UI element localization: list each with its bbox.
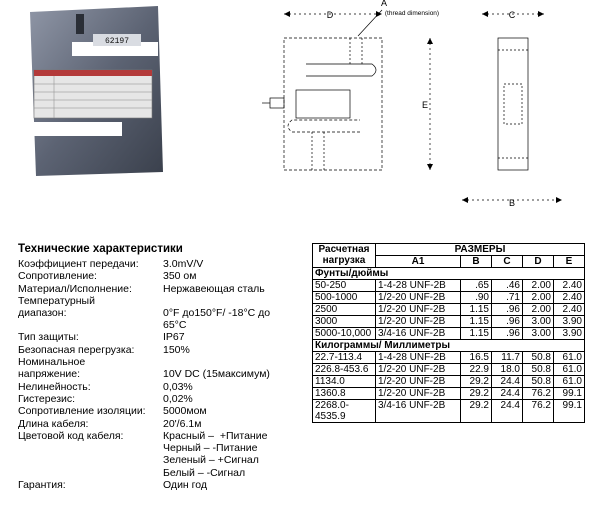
spec-label: Материал/Исполнение: <box>18 282 132 295</box>
cell-d: 50.8 <box>523 376 554 388</box>
spec-row-cable-length <box>18 418 308 430</box>
dim-label-a-note: (thread dimension) <box>384 10 440 17</box>
imperial-rows <box>313 280 585 340</box>
spec-value: Один год <box>163 479 207 492</box>
spec-label: Тип защиты: <box>18 331 79 344</box>
table-row <box>313 316 585 328</box>
header-c: C <box>492 256 523 268</box>
spec-row-hysteresis <box>18 393 308 405</box>
section-row-metric <box>313 340 585 352</box>
cell-load: 3000 <box>313 316 376 328</box>
section-imperial: Фунты/дюймы <box>313 268 585 280</box>
cell-b: .65 <box>461 280 492 292</box>
cell-e: 99.1 <box>554 388 585 400</box>
cell-a1: 3/4-16 UNF-2B <box>376 328 461 340</box>
table-header-row <box>313 244 585 256</box>
spec-value: 5000мом <box>163 405 207 418</box>
cell-d: 2.00 <box>523 292 554 304</box>
cell-c: 24.4 <box>492 400 523 423</box>
table-row <box>313 364 585 376</box>
cell-b: 1.15 <box>461 304 492 316</box>
cell-load: 226.8-453.6 <box>313 364 376 376</box>
spec-label: Гарантия: <box>18 479 66 492</box>
cell-a1: 1/2-20 UNF-2B <box>376 316 461 328</box>
table-row <box>313 376 585 388</box>
spec-row-voltage <box>18 356 308 381</box>
cell-d: 3.00 <box>523 316 554 328</box>
spec-row-cable-colors <box>18 430 308 479</box>
cell-b: 29.2 <box>461 388 492 400</box>
dim-label-d: D <box>326 10 334 20</box>
spec-row-temperature <box>18 295 308 332</box>
cell-d: 50.8 <box>523 364 554 376</box>
serial-number: 62197 <box>104 37 130 46</box>
spec-label: Сопротивление: <box>18 270 97 283</box>
cell-a1: 1/2-20 UNF-2B <box>376 364 461 376</box>
dimensions-table <box>312 243 585 423</box>
cell-a1: 3/4-16 UNF-2B <box>376 400 461 423</box>
cell-d: 50.8 <box>523 352 554 364</box>
cell-d: 2.00 <box>523 280 554 292</box>
spec-value: 20'/6.1м <box>163 417 202 430</box>
spec-row-warranty <box>18 479 308 491</box>
cell-a1: 1-4-28 UNF-2B <box>376 352 461 364</box>
cell-d: 76.2 <box>523 400 554 423</box>
spec-value: 150% <box>163 343 190 356</box>
spec-label: Безопасная перегрузка: <box>18 343 135 356</box>
specs-title: Технические характеристики <box>18 243 183 255</box>
cell-c: .96 <box>492 304 523 316</box>
cell-d: 2.00 <box>523 304 554 316</box>
spec-row-resistance <box>18 270 308 282</box>
cell-load: 1360.8 <box>313 388 376 400</box>
cell-e: 2.40 <box>554 304 585 316</box>
cell-a1: 1-4-28 UNF-2B <box>376 280 461 292</box>
spec-value: IP67 <box>163 331 185 344</box>
spec-label: Нелинейность: <box>18 380 91 393</box>
table-row <box>313 388 585 400</box>
table-row <box>313 328 585 340</box>
metric-rows <box>313 352 585 423</box>
header-e: E <box>554 256 585 268</box>
dim-label-a: A <box>380 0 388 8</box>
table-row <box>313 400 585 423</box>
spec-value: Нержавеющая сталь <box>163 282 265 295</box>
cell-a1: 1/2-20 UNF-2B <box>376 376 461 388</box>
cell-b: 16.5 <box>461 352 492 364</box>
cell-d: 76.2 <box>523 388 554 400</box>
cell-d: 3.00 <box>523 328 554 340</box>
dim-label-b: B <box>508 198 516 208</box>
cell-load: 500-1000 <box>313 292 376 304</box>
cell-a1: 1/2-20 UNF-2B <box>376 388 461 400</box>
cell-c: .71 <box>492 292 523 304</box>
spec-label: Цветовой код кабеля: <box>18 429 124 442</box>
cell-e: 3.90 <box>554 328 585 340</box>
cell-e: 99.1 <box>554 400 585 423</box>
header-a1: A1 <box>376 256 461 268</box>
spec-label: Коэффициент передачи: <box>18 258 139 270</box>
table-row <box>313 304 585 316</box>
header-load: Расчетная нагрузка <box>313 244 376 268</box>
cell-b: 22.9 <box>461 364 492 376</box>
spec-row-gain <box>18 258 308 270</box>
cell-e: 61.0 <box>554 352 585 364</box>
cell-c: .96 <box>492 328 523 340</box>
cell-e: 2.40 <box>554 280 585 292</box>
spec-value: Красный – +Питание Черный – -Питание Зеленый – +Сигнал Белый – -Сигнал <box>163 429 268 479</box>
spec-label: Длина кабеля: <box>18 417 89 430</box>
spec-label: Сопротивление изоляции: <box>18 405 146 418</box>
spec-row-protection <box>18 331 308 343</box>
cell-a1: 1/2-20 UNF-2B <box>376 292 461 304</box>
cell-e: 61.0 <box>554 364 585 376</box>
cell-b: .90 <box>461 292 492 304</box>
cell-c: 18.0 <box>492 364 523 376</box>
spec-row-material <box>18 283 308 295</box>
header-dimensions: РАЗМЕРЫ <box>376 244 585 256</box>
spec-row-nonlinearity <box>18 381 308 393</box>
cell-load: 2268.0-4535.9 <box>313 400 376 423</box>
section-row-imperial <box>313 268 585 280</box>
spec-label: Температурный диапазон: <box>18 294 95 320</box>
header-d: D <box>523 256 554 268</box>
load-cell-photo <box>8 4 168 179</box>
dim-label-e: E <box>421 100 428 110</box>
table-row <box>313 292 585 304</box>
spec-row-overload <box>18 344 308 356</box>
cell-load: 22.7-113.4 <box>313 352 376 364</box>
spec-value: 3.0mV/V <box>163 258 204 270</box>
header-b: B <box>461 256 492 268</box>
cell-load: 50-250 <box>313 280 376 292</box>
spec-row-insulation <box>18 405 308 417</box>
dim-label-c: C <box>508 10 516 20</box>
cell-c: 24.4 <box>492 388 523 400</box>
cell-e: 2.40 <box>554 292 585 304</box>
cell-b: 1.15 <box>461 316 492 328</box>
spec-value: 0,03% <box>163 380 193 393</box>
section-metric: Килограммы/ Миллиметры <box>313 340 585 352</box>
cell-c: .46 <box>492 280 523 292</box>
cell-e: 61.0 <box>554 376 585 388</box>
spec-value: 0,02% <box>163 392 193 405</box>
cell-b: 1.15 <box>461 328 492 340</box>
spec-label: Номинальное напряжение: <box>18 356 86 381</box>
cell-c: 11.7 <box>492 352 523 364</box>
cell-b: 29.2 <box>461 400 492 423</box>
spec-value: 10V DC (15максимум) <box>163 368 270 381</box>
dimension-drawing <box>262 0 612 210</box>
table-row <box>313 280 585 292</box>
cell-load: 5000-10,000 <box>313 328 376 340</box>
specifications <box>18 243 308 491</box>
cell-load: 1134.0 <box>313 376 376 388</box>
cell-c: 24.4 <box>492 376 523 388</box>
cell-e: 3.90 <box>554 316 585 328</box>
spec-value: 0°F до150°F/ -18°C до 65°C <box>163 306 271 332</box>
spec-value: 350 ом <box>163 270 197 283</box>
cell-c: .96 <box>492 316 523 328</box>
cell-b: 29.2 <box>461 376 492 388</box>
table-row <box>313 352 585 364</box>
cell-load: 2500 <box>313 304 376 316</box>
spec-label: Гистерезис: <box>18 392 76 405</box>
cell-a1: 1/2-20 UNF-2B <box>376 304 461 316</box>
